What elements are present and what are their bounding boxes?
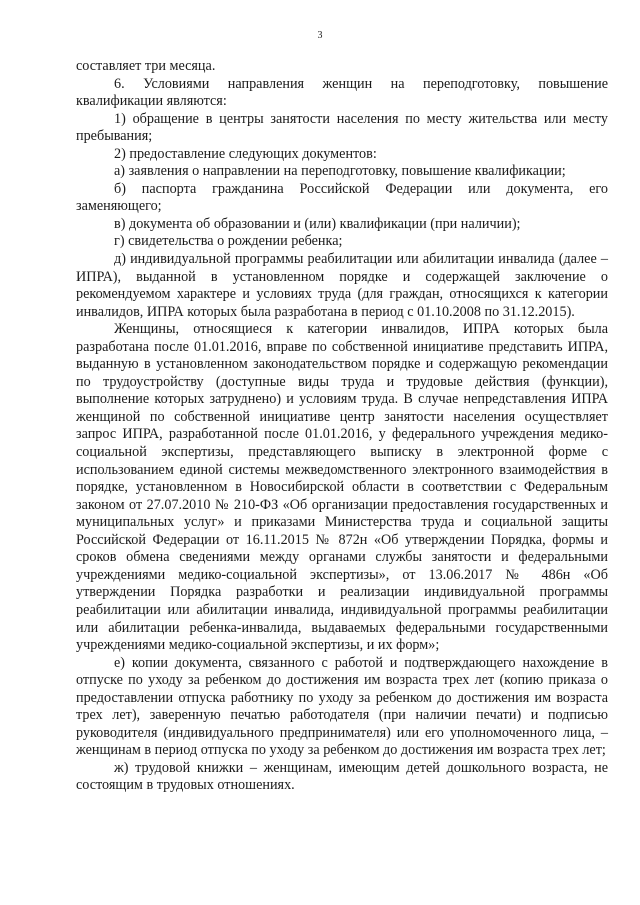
- paragraph-letter-a: а) заявления о направлении на переподготовку, повышение квалификации;: [114, 163, 566, 180]
- paragraph-letter-v: в) документа об образовании и (или) квалификации (при наличии);: [114, 215, 521, 232]
- paragraph-continuation: составляет три месяца.: [76, 58, 216, 74]
- paragraph-item-6: 6. Условиями направления женщин на переподготовку, повышение квалификации являются:: [76, 75, 608, 110]
- paragraph-subitem-2: 2) предоставление следующих документов:: [114, 145, 377, 162]
- paragraph-letter-d: д) индивидуальной программы реабилитации или абилитации инвалида (далее – ИПРА), выданной в установленном порядке и содержащей заключение о рекомендуемом характере и условиях труда (для граждан, относящихся к категории инвалидов, ИПРА которых была разработана в период с 01.10.2008 по 31.12.2015).: [76, 251, 608, 320]
- paragraph-letter-g: г) свидетельства о рождении ребенка;: [114, 233, 343, 250]
- paragraph-ipra-note: Женщины, относящиеся к категории инвалидов, ИПРА которых была разработана после 01.01.2016, вправе по собственной инициативе представить ИПРА, выданную в установленном законодательством порядке и содержащую рекомендации по трудоустройству (доступные виды труда и трудовые действия (функции), выполнение которых затруднено) и условиям труда. В случае непредставления ИПРА женщиной по собственной инициативе центр занятости населения осуществляет запрос ИПРА, разработанной после 01.01.2016, у федерального учреждения медико-социальной экспертизы, представляющего выписку в электронной форме с использованием единой системы межведомственного электронного взаимодействия в порядке, установленном в Новосибирской области в соответствии с Федеральным законом от 27.07.2010 № 210-ФЗ «Об организации предоставления государственных и муниципальных услуг» и приказами Министерства труда и социальной защиты Российской Федерации от 16.11.2015 № 872н «Об утверждении Порядка, формы и сроков обмена сведениями между органами службы занятости и федеральными учреждениями медико-социальной экспертизы», от 13.06.2017 № 486н «Об утверждении Порядка разработки и реализации индивидуальной программы реабилитации или абилитации инвалида, индивидуальной программы реабилитации или абилитации ребенка-инвалида, выдаваемых федеральными государственными учреждениями медико-социальной экспертизы, и их форм»;: [76, 321, 608, 654]
- paragraph-subitem-1: 1) обращение в центры занятости населения по месту жительства или месту пребывания;: [76, 110, 608, 145]
- paragraph-letter-b: б) паспорта гражданина Российской Федерации или документа, его заменяющего;: [76, 180, 608, 215]
- paragraph-letter-e: е) копии документа, связанного с работой и подтверждающего нахождение в отпуске по уходу за ребенком до достижения им возраста трех лет (копию приказа о предоставлении отпуска работнику по уходу за ребенком до достижения им возраста трех лет), заверенную печатью работодателя (при наличии печати) и подписью руководителя (индивидуального предпринимателя) или его уполномоченного лица, – женщинам в период отпуска по уходу за ребенком до достижения им возраста трех лет;: [76, 654, 608, 759]
- page-number: 3: [317, 30, 323, 41]
- document-body: [76, 58, 608, 795]
- paragraph-letter-zh: ж) трудовой книжки – женщинам, имеющим детей дошкольного возраста, не состоящим в трудовых отношениях.: [76, 759, 608, 794]
